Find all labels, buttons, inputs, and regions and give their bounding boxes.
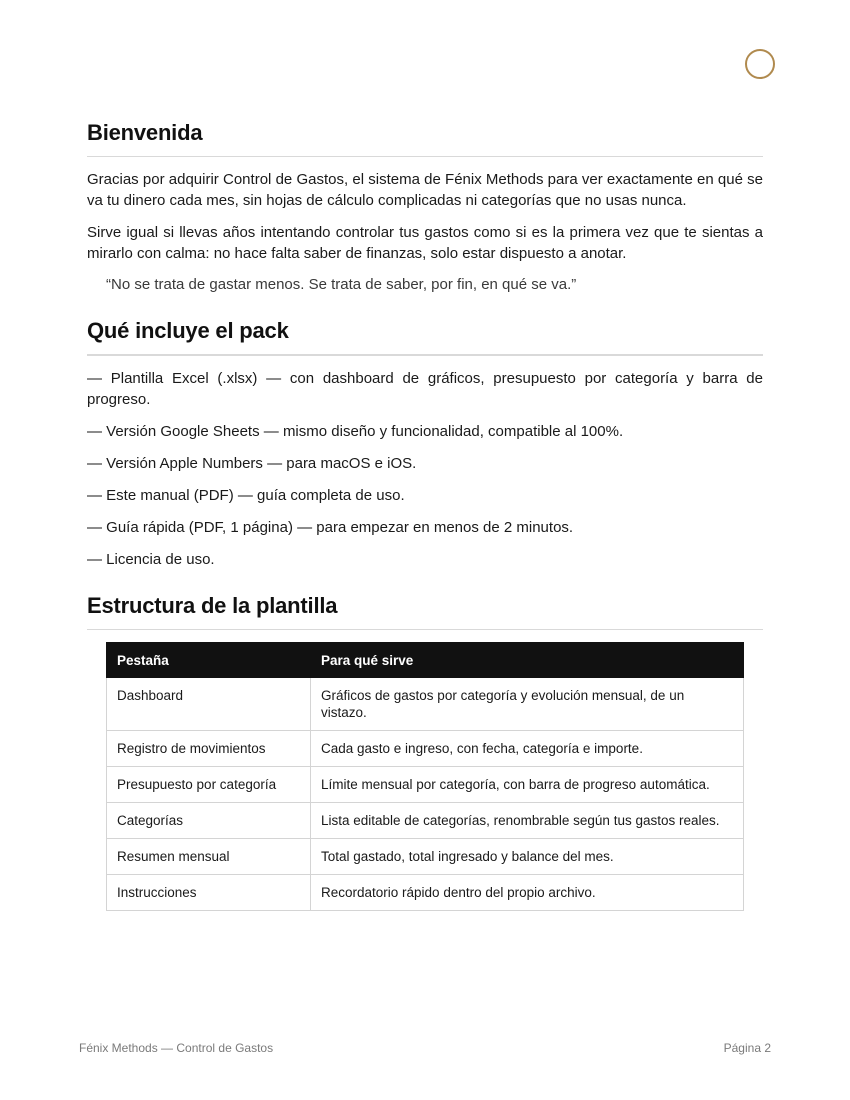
pack-item-quick-guide: — Guía rápida (PDF, 1 página) — para empezar en menos de 2 minutos. <box>87 519 574 536</box>
divider <box>87 156 763 157</box>
table-cell-tab: Resumen mensual <box>107 839 311 875</box>
pack-item-manual: — Este manual (PDF) — guía completa de uso. <box>87 487 405 504</box>
table-row <box>107 731 744 767</box>
table-header-row <box>107 643 744 678</box>
divider <box>87 354 763 356</box>
welcome-paragraph-2: Sirve igual si llevas años intentando controlar tus gastos como si es la primera vez que te sientas a mirarlo con calma: no hace falta saber de finanzas, solo estar dispuesto a anotar. <box>87 224 763 262</box>
page-number: Página 2 <box>723 1041 771 1055</box>
table-row <box>107 678 744 731</box>
logo-circle-icon <box>745 49 775 79</box>
table-header-tab: Pestaña <box>107 643 311 678</box>
table-cell-tab: Instrucciones <box>107 875 311 911</box>
pack-item-numbers: — Versión Apple Numbers — para macOS e iOS. <box>87 455 417 472</box>
table-cell-tab: Registro de movimientos <box>107 731 311 767</box>
pack-item-excel: — Plantilla Excel (.xlsx) — con dashboard de gráficos, presupuesto por categoría y barra de progreso. <box>87 370 763 408</box>
document-body <box>87 118 763 911</box>
table-row <box>107 803 744 839</box>
table-row <box>107 875 744 911</box>
section-title-structure: Estructura de la plantilla <box>87 593 338 618</box>
table-cell-purpose: Cada gasto e ingreso, con fecha, categoría e importe. <box>311 731 744 767</box>
table-row <box>107 767 744 803</box>
pack-item-sheets: — Versión Google Sheets — mismo diseño y funcionalidad, compatible al 100%. <box>87 423 624 440</box>
table-cell-purpose: Gráficos de gastos por categoría y evolución mensual, de un vistazo. <box>311 678 744 731</box>
welcome-paragraph-1: Gracias por adquirir Control de Gastos, el sistema de Fénix Methods para ver exactamente en qué se va tu dinero cada mes, sin hojas de cálculo complicadas ni categorías que no usas nunca. <box>87 171 763 209</box>
table-cell-purpose: Total gastado, total ingresado y balance del mes. <box>311 839 744 875</box>
divider <box>87 629 763 630</box>
structure-table <box>106 642 744 911</box>
table-cell-purpose: Lista editable de categorías, renombrable según tus gastos reales. <box>311 803 744 839</box>
table-header-purpose: Para qué sirve <box>311 643 744 678</box>
welcome-quote: “No se trata de gastar menos. Se trata de saber, por fin, en qué se va.” <box>106 276 577 293</box>
table-cell-tab: Dashboard <box>107 678 311 731</box>
table-cell-purpose: Recordatorio rápido dentro del propio archivo. <box>311 875 744 911</box>
section-title-welcome: Bienvenida <box>87 120 203 145</box>
pack-item-license: — Licencia de uso. <box>87 551 215 568</box>
table-cell-tab: Categorías <box>107 803 311 839</box>
section-title-pack: Qué incluye el pack <box>87 318 289 343</box>
footer-left-text: Fénix Methods — Control de Gastos <box>79 1041 274 1055</box>
table-row <box>107 839 744 875</box>
table-cell-purpose: Límite mensual por categoría, con barra de progreso automática. <box>311 767 744 803</box>
table-cell-tab: Presupuesto por categoría <box>107 767 311 803</box>
